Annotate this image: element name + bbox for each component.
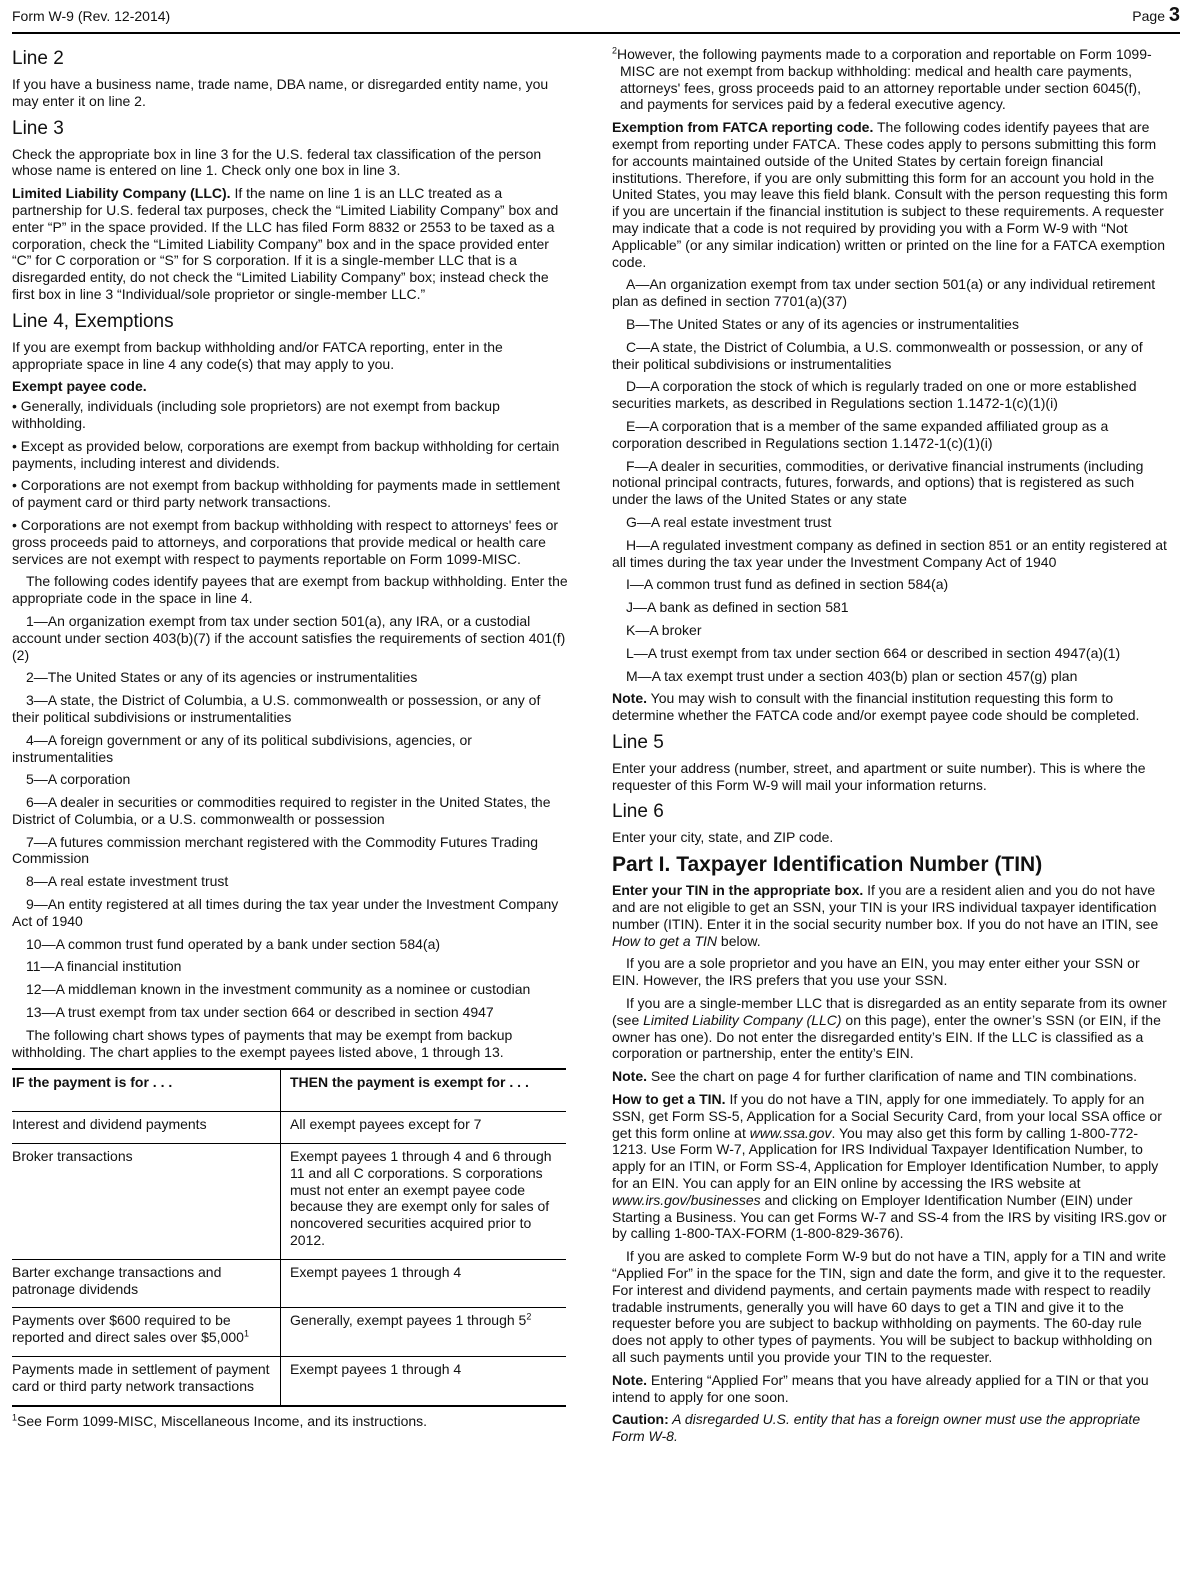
exempt-code-item: 13—A trust exempt from tax under section 664 or described in section 4947: [26, 1004, 494, 1021]
bullet-item: • Except as provided below, corporations are exempt from backup withholding for certain payments, including interest and dividends.: [12, 437, 560, 471]
table-header-if: IF the payment is for . . .: [12, 1069, 281, 1111]
exempt-code-item: 4—A foreign government or any of its political subdivisions, agencies, or instrumentalities: [12, 731, 472, 765]
tin-paragraph: Enter your TIN in the appropriate box. If you are a resident alien and you do not have and are not eligible to get an SSN, your TIN is your IRS individual taxpayer identification number (ITIN). Enter it in the social security number box. If you do not have an ITIN, see How to get a TIN below.: [612, 882, 1159, 949]
fatca-code-item: M—A tax exempt trust under a section 403(b) plan or section 457(g) plan: [626, 667, 1078, 684]
table-row: [12, 1357, 566, 1406]
fatca-note: Note. You may wish to consult with the financial institution requesting this form to determine whether the FATCA code and/or exempt payee code should be completed.: [612, 690, 1140, 724]
exempt-code-item: 8—A real estate investment trust: [26, 873, 229, 890]
how-to-get-tin-paragraph: How to get a TIN. If you do not have a TIN, apply for one immediately. To apply for an SSN, get Form SS-5, Application for a Social Security Card, from your local SSA office or get this form online at www.ssa.gov. You may also get this form by calling 1-800-772-1213. Use Form W-7, Application for IRS Individual Taxpayer Identification Number, to apply for an ITIN, or Form SS-4, Application for Employer Identification Number, to apply for an EIN. You can apply for an EIN online by accessing the IRS website at www.irs.gov/businesses and clicking on Employer Identification Number (EIN) under Starting a Business. You can get Forms W-7 and SS-4 from the IRS by visiting IRS.gov or by calling 1-800-TAX-FORM (1-800-829-3676).: [612, 1091, 1167, 1242]
exempt-code-item: 1—An organization exempt from tax under section 501(a), any IRA, or a custodial account under section 403(b)(7) if the account satisfies the requirements of section 401(f)(2): [12, 612, 566, 663]
table-row: [12, 1259, 566, 1308]
page-number: Page 3: [1132, 4, 1180, 26]
line4-text: If you are exempt from backup withholding and/or FATCA reporting, enter in the appropriate space in line 4 any code(s) that may apply to you.: [12, 338, 503, 372]
footnote-ref: 1: [243, 1328, 249, 1339]
right-column: [612, 46, 1168, 1451]
applied-for-note: Note. Entering “Applied For” means that you have already applied for a TIN or that you intend to apply for one soon.: [612, 1371, 1149, 1405]
exempt-for-cell: Exempt payees 1 through 4: [281, 1259, 567, 1308]
codes-intro: The following codes identify payees that are exempt from backup withholding. Enter the appropriate code in the space in line 4.: [12, 573, 568, 607]
payment-type-cell: Payments over $600 required to be reported and direct sales over $5,000$^1$: [12, 1308, 281, 1357]
fatca-code-item: A—An organization exempt from tax under section 501(a) or any individual retirement plan as defined in section 7701(a)(37): [612, 276, 1156, 310]
line3-heading: Line 3: [12, 117, 64, 139]
caution-paragraph: Caution: A disregarded U.S. entity that has a foreign owner must use the appropriate Form W-8.: [612, 1411, 1141, 1445]
line6-text: Enter your city, state, and ZIP code.: [612, 829, 834, 846]
single-member-paragraph: If you are a single-member LLC that is disregarded as an entity separate from its owner (see Limited Liability Company (LLC) on this page), enter the owner’s SSN (or EIN, if the owner has one). Do not enter the disregarded entity’s EIN. If the LLC is classified as a corporation or partnership, enter the entity’s EIN.: [612, 995, 1167, 1062]
table-row: [12, 1308, 566, 1357]
payment-type-cell: Barter exchange transactions and patronage dividends: [12, 1259, 281, 1308]
llc-paragraph: Limited Liability Company (LLC). If the name on line 1 is an LLC treated as a partnership for U.S. federal tax purposes, check the “Limited Liability Company” box and enter “P” in the space provided. If the LLC has filed Form 8832 or 2553 to be taxed as a corporation, check the “Limited Liability Company” box and in the space provided enter “C” for C corporation or “S” for S corporation. If it is a single-member LLC that is a disregarded entity, do not check the “Limited Liability Company” box; instead check the first box in line 3 “Individual/sole proprietor or single-member LLC.”: [12, 185, 559, 302]
part1-heading: Part I. Taxpayer Identification Number (TIN): [612, 853, 1043, 877]
exempt-code-item: 9—An entity registered at all times during the tax year under the Investment Company Act of 1940: [12, 896, 559, 929]
exempt-for-cell: Generally, exempt payees 1 through $5^2$: [281, 1308, 567, 1357]
exempt-code-item: 3—A state, the District of Columbia, a U.S. commonwealth or possession, or any of their political subdivisions or instrumentalities: [12, 692, 541, 725]
fatca-paragraph: Exemption from FATCA reporting code. The following codes identify payees that are exempt from reporting under FATCA. These codes apply to persons submitting this form for accounts maintained outside of the United States by certain foreign financial institutions. Therefore, if you are only submitting this form for an account you hold in the United States, you may leave this field blank. Consult with the person requesting this form if you are uncertain if the financial institution is subject to these requirements. A requester may indicate that a code is not required by providing you with a Form W-9 with “Not Applicable” (or any similar indication) written or printed on the line for a FATCA exemption code.: [612, 119, 1168, 270]
payment-type-cell: Payments made in settlement of payment card or third party network transactions: [12, 1357, 281, 1406]
fatca-code-item: C—A state, the District of Columbia, a U.S. commonwealth or possession, or any of their political subdivisions or instrumentalities: [612, 338, 1143, 372]
ssa-url: www.ssa.gov: [749, 1124, 832, 1141]
page-header: [12, 4, 1180, 34]
fatca-code-item: F—A dealer in securities, commodities, or derivative financial instruments (including notional principal contracts, futures, forwards, and options) that is registered as such under the laws of the United States or any state: [612, 457, 1144, 508]
exempt-code-item: 2—The United States or any of its agencies or instrumentalities: [26, 669, 418, 686]
left-column: [12, 46, 568, 1429]
fatca-code-item: B—The United States or any of its agencies or instrumentalities: [626, 315, 1019, 332]
applied-for-paragraph: If you are asked to complete Form W-9 but do not have a TIN, apply for a TIN and write “Applied For” in the space for the TIN, sign and date the form, and give it to the requester. For interest and dividend payments, and certain payments made with respect to readily tradable instruments, generally you will have 60 days to get a TIN and give it to the requester before you are subject to backup withholding on payments. The 60-day rule does not apply to other types of payments. You will be subject to backup withholding on all such payments until you provide your TIN to the requester.: [612, 1248, 1167, 1365]
exempt-for-cell: Exempt payees 1 through 4: [281, 1357, 567, 1406]
fatca-code-item: K—A broker: [626, 621, 702, 638]
bullet-item: • Corporations are not exempt from backup withholding for payments made in settlement of payment card or third party network transactions.: [12, 477, 561, 511]
line5-text: Enter your address (number, street, and apartment or suite number). This is where the requester of this Form W-9 will mail your information returns.: [612, 759, 1146, 793]
fatca-code-item: G—A real estate investment trust: [626, 513, 832, 530]
form-id: Form W-9 (Rev. 12-2014): [12, 8, 171, 24]
line5-heading: Line 5: [612, 731, 664, 753]
line4-heading: Line 4, Exemptions: [12, 310, 174, 332]
chart-intro: The following chart shows types of payments that may be exempt from backup withholding. The chart applies to the exempt payees listed above, 1 through 13.: [12, 1026, 513, 1060]
payment-type-cell: Broker transactions: [12, 1144, 281, 1260]
footnote-1: $^1$See Form 1099-MISC, Miscellaneous Income, and its instructions.: [12, 1411, 428, 1429]
fatca-code-item: D—A corporation the stock of which is regularly traded on one or more established securities markets, as described in Regulations section 1.1472-1(c)(1)(i): [612, 378, 1137, 412]
payment-type-cell: Interest and dividend payments: [12, 1112, 281, 1144]
bullet-item: • Corporations are not exempt from backup withholding with respect to attorneys' fees or gross proceeds paid to attorneys, and corporations that provide medical or health care services are not exempt with respect to payments reportable on Form 1099-MISC.: [12, 516, 559, 567]
sole-proprietor-paragraph: If you are a sole proprietor and you have an EIN, you may enter either your SSN or EIN. However, the IRS prefers that you use your SSN.: [612, 955, 1140, 989]
exempt-code-item: 11—A financial institution: [26, 958, 182, 975]
exempt-payee-heading: Exempt payee code.: [12, 378, 147, 395]
irs-url: www.irs.gov/businesses: [612, 1191, 761, 1208]
exempt-code-item: 10—A common trust fund operated by a bank under section 584(a): [26, 935, 441, 952]
bullet-item: • Generally, individuals (including sole proprietors) are not exempt from backup withholding.: [12, 398, 500, 431]
exemption-chart-table: [12, 1068, 566, 1406]
line2-text: If you have a business name, trade name, DBA name, or disregarded entity name, you may enter it on line 2.: [12, 76, 549, 109]
exempt-code-item: 6—A dealer in securities or commodities required to register in the United States, the District of Columbia, or a U.S. commonwealth or possession: [12, 794, 551, 827]
table-row: [12, 1112, 566, 1144]
footnote-ref: 2: [526, 1311, 532, 1322]
exempt-for-cell: All exempt payees except for 7: [281, 1112, 567, 1144]
exempt-code-item: 5—A corporation: [26, 771, 131, 788]
table-row: [12, 1144, 566, 1260]
fatca-code-item: J—A bank as defined in section 581: [626, 599, 849, 616]
fatca-code-item: I—A common trust fund as defined in section 584(a): [626, 576, 949, 593]
fatca-code-item: H—A regulated investment company as defined in section 851 or an entity registered at all times during the tax year under the Investment Company Act of 1940: [612, 536, 1167, 570]
table-header-then: THEN the payment is exempt for . . .: [281, 1069, 567, 1111]
exempt-code-item: 7—A futures commission merchant registered with the Commodity Futures Trading Commission: [12, 833, 538, 867]
fatca-code-item: E—A corporation that is a member of the same expanded affiliated group as a corporation described in Regulations section 1.1472-1(c)(1)(i): [612, 417, 1109, 451]
footnote-2: $^2$However, the following payments made to a corporation and reportable on Form 1099-MISC are not exempt from backup withholding: medical and health care payments, attorneys' fees, gross proceeds paid to an attorney reportable under section 6045(f), and payments for services paid by a federal executive agency.: [612, 45, 1152, 113]
line2-heading: Line 2: [12, 48, 64, 69]
line3-text: Check the appropriate box in line 3 for the U.S. federal tax classification of the person whose name is entered on line 1. Check only one box in line 3.: [12, 145, 542, 179]
line6-heading: Line 6: [612, 801, 664, 823]
exempt-for-cell: Exempt payees 1 through 4 and 6 through 11 and all C corporations. S corporations must not enter an exempt payee code because they are exempt only for sales of noncovered securities acquired prior to 2012.: [281, 1144, 567, 1260]
exempt-code-item: 12—A middleman known in the investment community as a nominee or custodian: [26, 981, 531, 998]
table-header-row: [12, 1069, 566, 1111]
tin-chart-note: Note. See the chart on page 4 for further clarification of name and TIN combinations.: [612, 1068, 1138, 1085]
fatca-code-item: L—A trust exempt from tax under section 664 or described in section 4947(a)(1): [626, 644, 1121, 661]
